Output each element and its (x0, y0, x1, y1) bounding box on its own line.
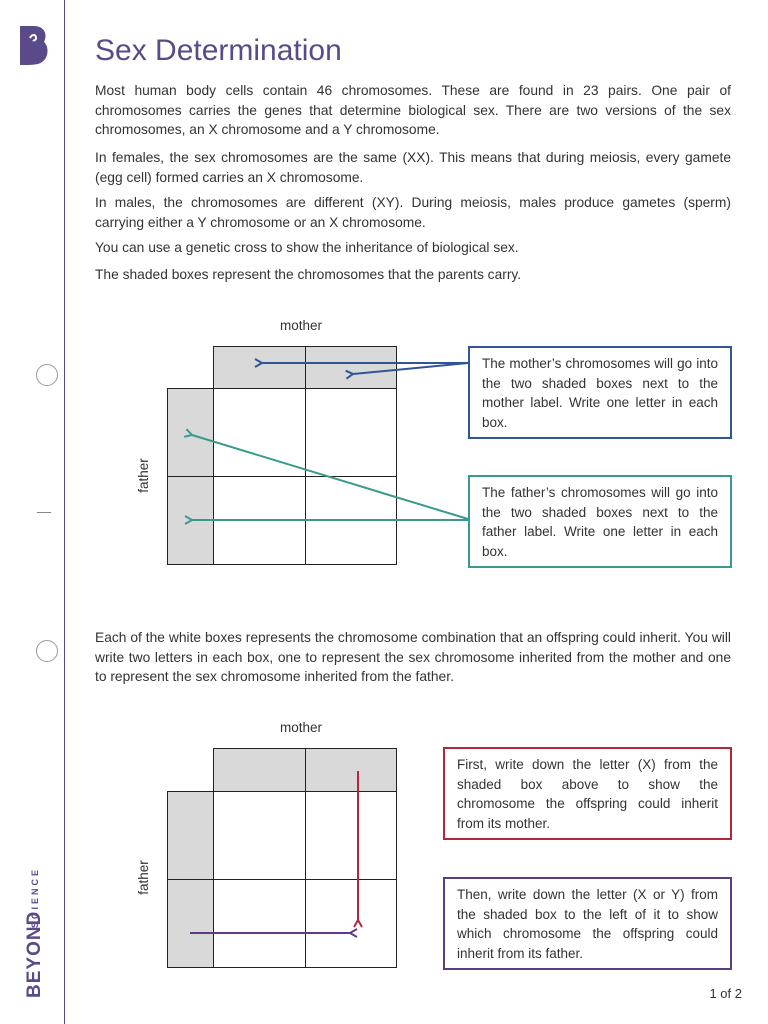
callout-father-chromosomes: The father’s chromosomes will go into the two shaded boxes next to the father label. Write one letter in each box. (468, 475, 732, 568)
shaded-boxes-paragraph: The shaded boxes represent the chromosomes that the parents carry. (95, 267, 522, 282)
white-boxes-paragraph: Each of the white boxes represents the chromosome combination that an offspring could inherit. You will write two letters in each box, one to represent the sex chromosome inherited from the mother and one to represent the sex chromosome inherited from the father. (95, 630, 731, 684)
callout-then-step: Then, write down the letter (X or Y) from the shaded box to the left of it to show which chromosome the offspring could inherit from its father. (443, 877, 732, 970)
females-paragraph: In females, the sex chromosomes are the same (XX). This means that during meiosis, every gamete (egg cell) formed carries an X chromosome. (95, 150, 731, 185)
diagram1-father-label: father (135, 458, 151, 493)
diagram2-father-label: father (135, 860, 151, 895)
callout-first-step: First, write down the letter (X) from the shaded box above to show the chromosome the offspring could inherit from its mother. (443, 747, 732, 840)
diagram2-mother-label: mother (280, 720, 323, 735)
brand-word-science: SCIENCE (30, 866, 40, 928)
intro-paragraph: Most human body cells contain 46 chromosomes. These are found in 23 pairs. One pair of chromosomes carries the genes that determine biological sex. There are two versions of the sex chromosomes, an X chromosome and a Y chromosome. (95, 83, 731, 137)
diagram1-mother-label: mother (280, 318, 323, 333)
callout-mother-chromosomes: The mother’s chromosomes will go into the two shaded boxes next to the mother label. Write one letter in each box. (468, 346, 732, 439)
genetic-cross-paragraph: You can use a genetic cross to show the inheritance of biological sex. (95, 240, 519, 255)
arrow-mother-box-2 (353, 363, 468, 374)
page-title: Sex Determination (95, 34, 342, 67)
arrow-father-box-1 (192, 435, 468, 519)
males-paragraph: In males, the chromosomes are different (XY). During meiosis, males produce gametes (sperm) carrying either a Y chromosome or an X chromosome. (95, 195, 731, 230)
brand-word-beyond: BEYOND (24, 910, 45, 998)
page-number: 1 of 2 (709, 986, 742, 1001)
